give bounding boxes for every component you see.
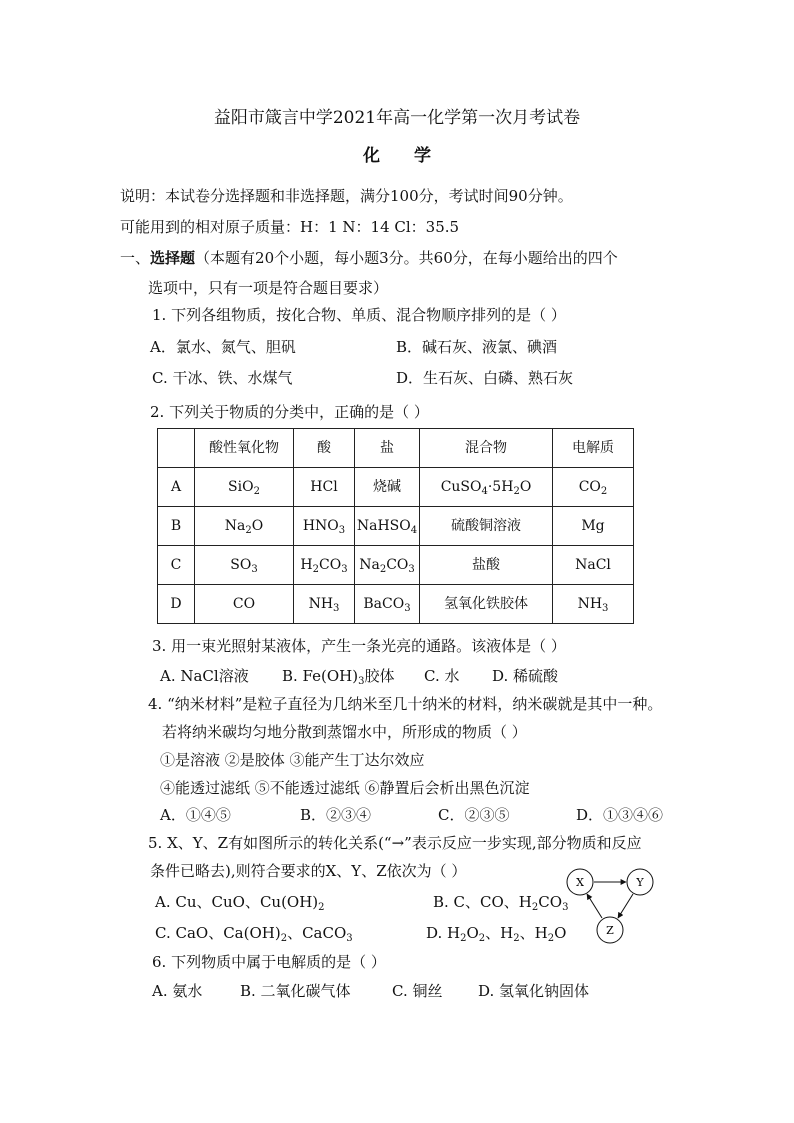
- section-heading: [120, 248, 618, 268]
- table-cell: 烧碱: [355, 468, 420, 507]
- conversion-diagram: [560, 862, 660, 946]
- q3-option-d: D. 稀硫酸: [492, 667, 559, 685]
- table-cell: A: [158, 468, 195, 507]
- section-title: 选择题: [150, 249, 196, 267]
- q5-option-a: A. Cu、CuO、$Cu(OH)_2$: [155, 893, 325, 913]
- node-z-label: Z: [606, 924, 614, 937]
- table-cell: 硫酸铜溶液: [420, 507, 553, 546]
- table-row: [158, 507, 634, 546]
- subject-heading: 化学: [363, 146, 465, 166]
- q1-stem: 1. 下列各组物质，按化合物、单质、混合物顺序排列的是（ ）: [152, 306, 566, 324]
- table-cell: NaCl: [553, 546, 634, 585]
- q4-option-b: B．②③④: [300, 806, 372, 824]
- table-cell: $CuSO_4\cdot 5H_2O$: [420, 468, 553, 507]
- q6-option-d: D. 氢氧化钠固体: [478, 982, 590, 1000]
- q5-stem: 5. X、Y、Z有如图所示的转化关系(“→”表示反应一步实现,部分物质和反应: [148, 834, 642, 852]
- table-cell: 盐酸: [420, 546, 553, 585]
- q4-statements-1: ①是溶液 ②是胶体 ③能产生丁达尔效应: [160, 751, 425, 769]
- q5-option-b: B. C、CO、$H_2CO_3$: [433, 893, 569, 913]
- table-cell: HCl: [294, 468, 355, 507]
- table-cell: C: [158, 546, 195, 585]
- q6-stem: 6. 下列物质中属于电解质的是（ ）: [152, 953, 386, 971]
- q6-option-b: B. 二氧化碳气体: [240, 982, 351, 1000]
- table-cell: D: [158, 585, 195, 624]
- table-row: [158, 468, 634, 507]
- table-cell: $H_2CO_3$: [294, 546, 355, 585]
- table-cell: $NH_3$: [294, 585, 355, 624]
- node-x-label: X: [576, 876, 584, 889]
- q5-option-d: D. $H_2O_2$、$H_2$、$H_2O$: [426, 924, 567, 944]
- section-description: （本题有20个小题，每小题3分。共60分，在每小题给出的四个: [195, 249, 618, 267]
- q5-option-c: C. CaO、$Ca(OH)_2$、CaCO$_3$: [155, 924, 353, 944]
- table-row: [158, 546, 634, 585]
- q4-stem-cont: 若将纳米碳均匀地分散到蒸馏水中，所形成的物质（ ）: [162, 723, 527, 741]
- exam-instructions: 说明：本试卷分选择题和非选择题，满分100分，考试时间90分钟。: [120, 187, 573, 205]
- q5-stem-cont: 条件已略去),则符合要求的X、Y、Z依次为（ ）: [150, 862, 467, 880]
- exam-title: 益阳市箴言中学2021年高一化学第一次月考试卷: [213, 108, 581, 128]
- table-cell: $SO_3$: [195, 546, 294, 585]
- q3-option-a: A. NaCl溶液: [160, 667, 249, 685]
- table-row: [158, 585, 634, 624]
- table-cell: NaHSO$_4$: [355, 507, 420, 546]
- q6-option-a: A. 氨水: [152, 982, 203, 1000]
- table-cell: BaCO$_3$: [355, 585, 420, 624]
- table-header-row: [158, 429, 634, 468]
- table-cell: $CO_2$: [553, 468, 634, 507]
- table-cell: Mg: [553, 507, 634, 546]
- q4-statements-2: ④能透过滤纸 ⑤不能透过滤纸 ⑥静置后会析出黑色沉淀: [160, 779, 530, 797]
- q1-option-c: C. 干冰、铁、水煤气: [152, 369, 293, 387]
- table-cell: $NH_3$: [553, 585, 634, 624]
- section-description-cont: 选项中，只有一项是符合题目要求）: [148, 279, 389, 297]
- q3-stem: 3. 用一束光照射某液体，产生一条光亮的通路。该液体是（ ）: [152, 637, 566, 655]
- table-cell: $Na_2CO_3$: [355, 546, 420, 585]
- classification-table: [157, 428, 634, 624]
- table-cell: 氢氧化铁胶体: [420, 585, 553, 624]
- table-header-cell: 电解质: [553, 429, 634, 468]
- table-header-cell: 酸: [294, 429, 355, 468]
- q1-option-b: B．碱石灰、液氯、碘酒: [396, 338, 558, 356]
- q6-option-c: C. 铜丝: [392, 982, 443, 1000]
- table-header-cell: 混合物: [420, 429, 553, 468]
- arrow-y-to-z: [618, 894, 633, 918]
- table-cell: SiO$_2$: [195, 468, 294, 507]
- table-header-cell: 盐: [355, 429, 420, 468]
- q1-option-a: A．氯水、氮气、胆矾: [150, 338, 296, 356]
- table-cell: $HNO_3$: [294, 507, 355, 546]
- table-cell: CO: [195, 585, 294, 624]
- node-y-label: Y: [636, 876, 644, 889]
- arrow-z-to-x: [587, 894, 602, 918]
- q4-option-c: C．②③⑤: [438, 806, 510, 824]
- q4-stem: 4. “纳米材料”是粒子直径为几纳米至几十纳米的材料，纳米碳就是其中一种。: [148, 695, 663, 713]
- table-header-cell: 酸性氧化物: [195, 429, 294, 468]
- q3-option-b: B. $Fe(OH)_3$胶体: [282, 667, 395, 687]
- atomic-masses: 可能用到的相对原子质量：H：1 N：14 Cl：35.5: [120, 218, 460, 236]
- table-cell: B: [158, 507, 195, 546]
- q4-option-d: D．①③④⑥: [576, 806, 664, 824]
- table-cell: $Na_2O$: [195, 507, 294, 546]
- section-number: 一、: [120, 249, 151, 267]
- table-header-cell: [158, 429, 195, 468]
- q4-option-a: A．①④⑤: [160, 806, 231, 824]
- q3-option-c: C. 水: [424, 667, 460, 685]
- q2-stem: 2. 下列关于物质的分类中，正确的是（ ）: [150, 403, 429, 421]
- q1-option-d: D．生石灰、白磷、熟石灰: [396, 369, 574, 387]
